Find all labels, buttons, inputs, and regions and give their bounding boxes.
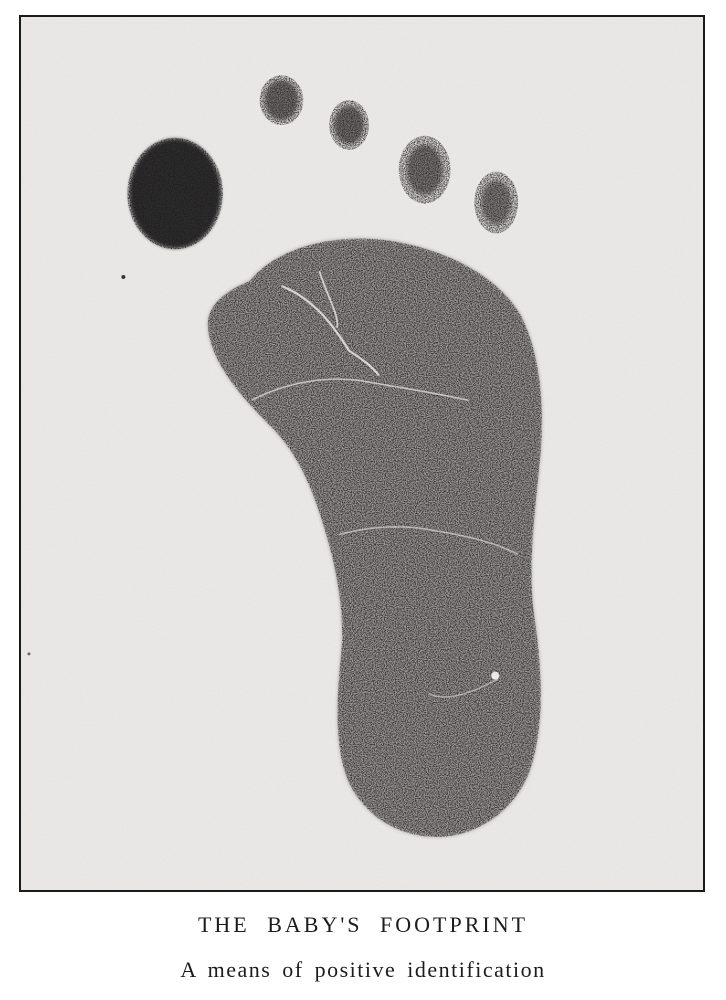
caption-title: THE BABY'S FOOTPRINT bbox=[197, 912, 529, 937]
toe-print-2 bbox=[260, 75, 304, 125]
toe-print-5 bbox=[474, 172, 518, 234]
toe-print-3 bbox=[329, 100, 369, 150]
toe-print-4 bbox=[399, 136, 451, 204]
big-toe-print bbox=[127, 138, 222, 249]
footprint-icon bbox=[21, 17, 703, 890]
caption-subtitle: A means of positive identification bbox=[180, 957, 546, 982]
footprint-photo-plate bbox=[19, 15, 705, 892]
